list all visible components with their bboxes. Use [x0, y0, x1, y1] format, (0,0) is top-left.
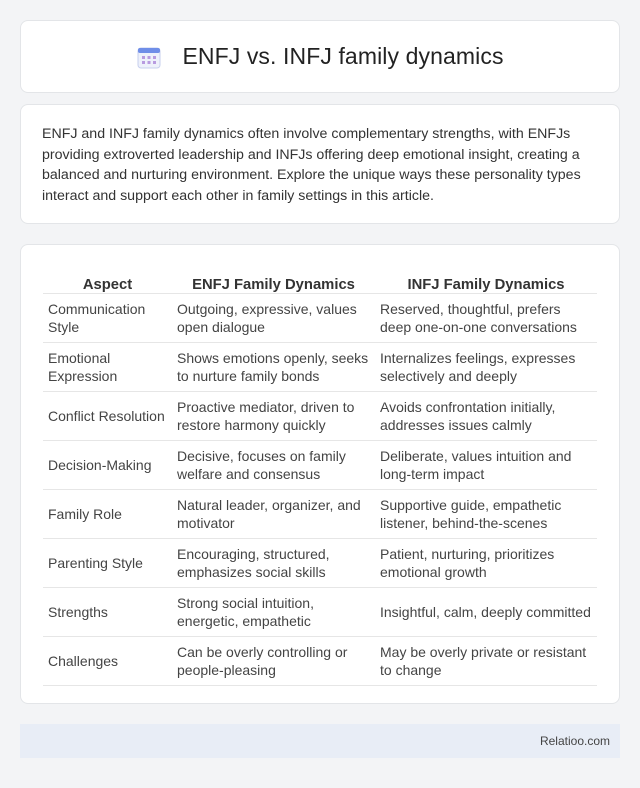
table-cell: Natural leader, organizer, and motivator — [172, 489, 375, 538]
table-row — [43, 538, 597, 587]
table-row — [43, 587, 597, 636]
table-cell: Communication Style — [43, 293, 172, 342]
table-cell: Outgoing, expressive, values open dialogue — [172, 293, 375, 342]
table-row — [43, 293, 597, 342]
intro-text: ENFJ and INFJ family dynamics often involve complementary strengths, with ENFJs providing extroverted leadership and INFJs offering deep emotional insight, creating a balanced and nurturing environment. Explore the unique ways these personality types interact and support each other in family settings in this article. — [42, 126, 581, 204]
table-cell: Supportive guide, empathetic listener, behind-the-scenes — [375, 489, 597, 538]
footer-brand[interactable]: Relatioo.com — [539, 734, 610, 748]
table-cell: Encouraging, structured, emphasizes social skills — [172, 538, 375, 587]
table-cell: Patient, nurturing, prioritizes emotional growth — [375, 538, 597, 587]
column-header: ENFJ Family Dynamics — [172, 263, 375, 293]
table-cell: Reserved, thoughtful, prefers deep one-on-one conversations — [375, 293, 597, 342]
table-cell: Strong social intuition, energetic, empathetic — [172, 587, 375, 636]
table-cell: May be overly private or resistant to change — [375, 636, 597, 685]
table-cell: Proactive mediator, driven to restore harmony quickly — [172, 391, 375, 440]
table-cell: Strengths — [43, 587, 172, 636]
table-cell: Can be overly controlling or people-pleasing — [172, 636, 375, 685]
table-cell: Parenting Style — [43, 538, 172, 587]
table-row — [43, 342, 597, 391]
comparison-table — [43, 263, 597, 686]
page-title: ENFJ vs. INFJ family dynamics — [182, 43, 504, 69]
table-cell: Decisive, focuses on family welfare and consensus — [172, 440, 375, 489]
table-row — [43, 391, 597, 440]
table-cell: Insightful, calm, deeply committed — [375, 587, 597, 636]
footer — [20, 724, 620, 758]
intro-card — [20, 104, 620, 224]
comparison-table-card — [20, 244, 620, 704]
table-row — [43, 636, 597, 685]
table-cell: Challenges — [43, 636, 172, 685]
table-cell: Family Role — [43, 489, 172, 538]
table-cell: Shows emotions openly, seeks to nurture family bonds — [172, 342, 375, 391]
table-cell: Emotional Expression — [43, 342, 172, 391]
table-cell: Deliberate, values intuition and long-term impact — [375, 440, 597, 489]
table-cell: Conflict Resolution — [43, 391, 172, 440]
calendar-icon — [136, 45, 162, 69]
column-header: Aspect — [43, 263, 172, 293]
table-cell: Internalizes feelings, expresses selectively and deeply — [375, 342, 597, 391]
header-card — [20, 20, 620, 93]
table-row — [43, 440, 597, 489]
column-header: INFJ Family Dynamics — [375, 263, 597, 293]
table-cell: Decision-Making — [43, 440, 172, 489]
table-header-row — [43, 263, 597, 293]
table-row — [43, 489, 597, 538]
table-cell: Avoids confrontation initially, addresses issues calmly — [375, 391, 597, 440]
